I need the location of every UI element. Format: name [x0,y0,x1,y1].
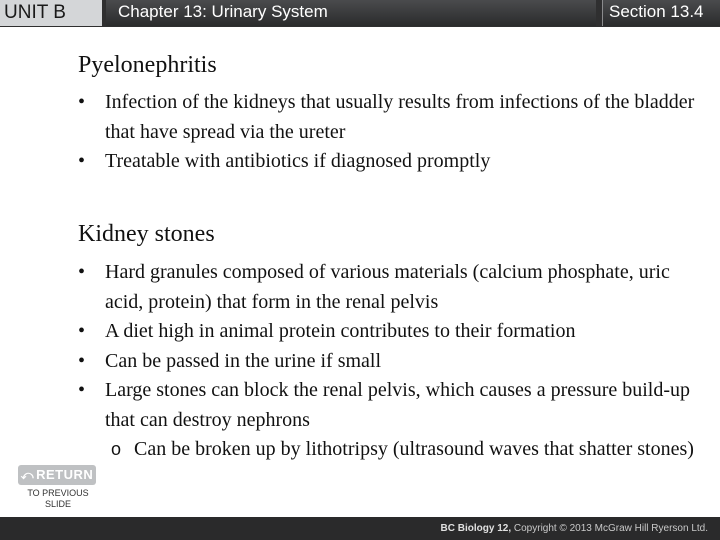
bullet-icon: • [78,150,86,172]
list-item [78,88,698,147]
list-item [78,376,698,465]
list-item [78,347,698,377]
bullet-text: Hard granules composed of various materials (calcium phosphate, uric acid, protein) that form in the renal pelvis [105,261,670,313]
return-caption: TO PREVIOUS SLIDE [27,488,89,509]
return-button[interactable] [18,465,96,485]
heading-pyelonephritis: Pyelonephritis [78,52,217,78]
bullet-icon: • [78,349,86,372]
bullet-icon: • [78,91,86,113]
list-item [78,147,698,177]
footer-copyright-text: Copyright © 2013 McGraw Hill Ryerson Ltd. [513,523,708,534]
heading-kidney-stones: Kidney stones [78,221,215,247]
list-item [78,258,698,317]
bullet-text: Can be passed in the urine if small [105,349,382,372]
sub-list-item [105,435,698,465]
section-label: Section 13.4 [602,0,720,26]
bullet-icon: • [78,379,86,401]
return-label: RETURN [36,467,94,482]
list-item [78,317,698,347]
bullet-text: Large stones can block the renal pelvis, which causes a pressure build-up that can destroy nephrons [105,379,690,431]
footer-bar [0,517,720,540]
unit-label: UNIT B [0,0,102,26]
pyelonephritis-list [78,88,698,177]
footer-book: BC Biology 12, [440,523,512,534]
bullet-icon: • [78,320,86,342]
footer-copyright [441,517,708,540]
sub-bullet-icon: o [111,439,122,459]
bullet-text: Treatable with antibiotics if diagnosed promptly [105,150,491,172]
sub-bullet-text: Can be broken up by lithotripsy (ultrasound waves that shatter stones) [134,438,694,460]
header-bar [0,0,720,27]
kidney-stones-list [78,258,698,465]
return-arrow-icon: ⤺ [20,468,35,482]
bullet-icon: • [78,261,86,283]
chapter-title: Chapter 13: Urinary System [106,0,596,26]
bullet-text: A diet high in animal protein contributes to their formation [105,320,576,342]
bullet-text: Infection of the kidneys that usually results from infections of the bladder that have spread via the ureter [105,91,695,143]
